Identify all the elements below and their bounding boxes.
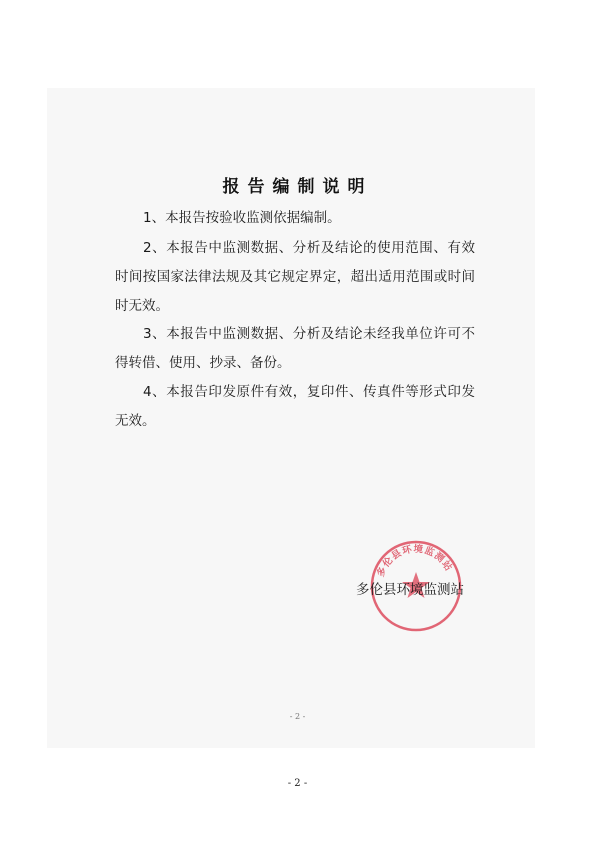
paragraph-2: 2、本报告中监测数据、分析及结论的使用范围、有效时间按国家法律法规及其它规定界定，超出适用范围或时间时无效。 (115, 240, 475, 314)
seal-ring-text: 多伦县环境监测站 (375, 543, 455, 579)
page-title: 报告编制说明 (222, 177, 373, 197)
paragraph-4: 4、本报告印发原件有效，复印件、传真件等形式印发无效。 (115, 384, 475, 429)
issuer-signature: 多伦县环境监测站 (356, 582, 464, 598)
scanned-page-number: - 2 - (289, 712, 306, 721)
paragraph-3: 3、本报告中监测数据、分析及结论未经我单位许可不得转借、使用、抄录、备份。 (115, 326, 475, 371)
page-number: - 2 - (287, 778, 308, 789)
paragraph-1: 1、本报告按验收监测依据编制。 (143, 210, 341, 226)
